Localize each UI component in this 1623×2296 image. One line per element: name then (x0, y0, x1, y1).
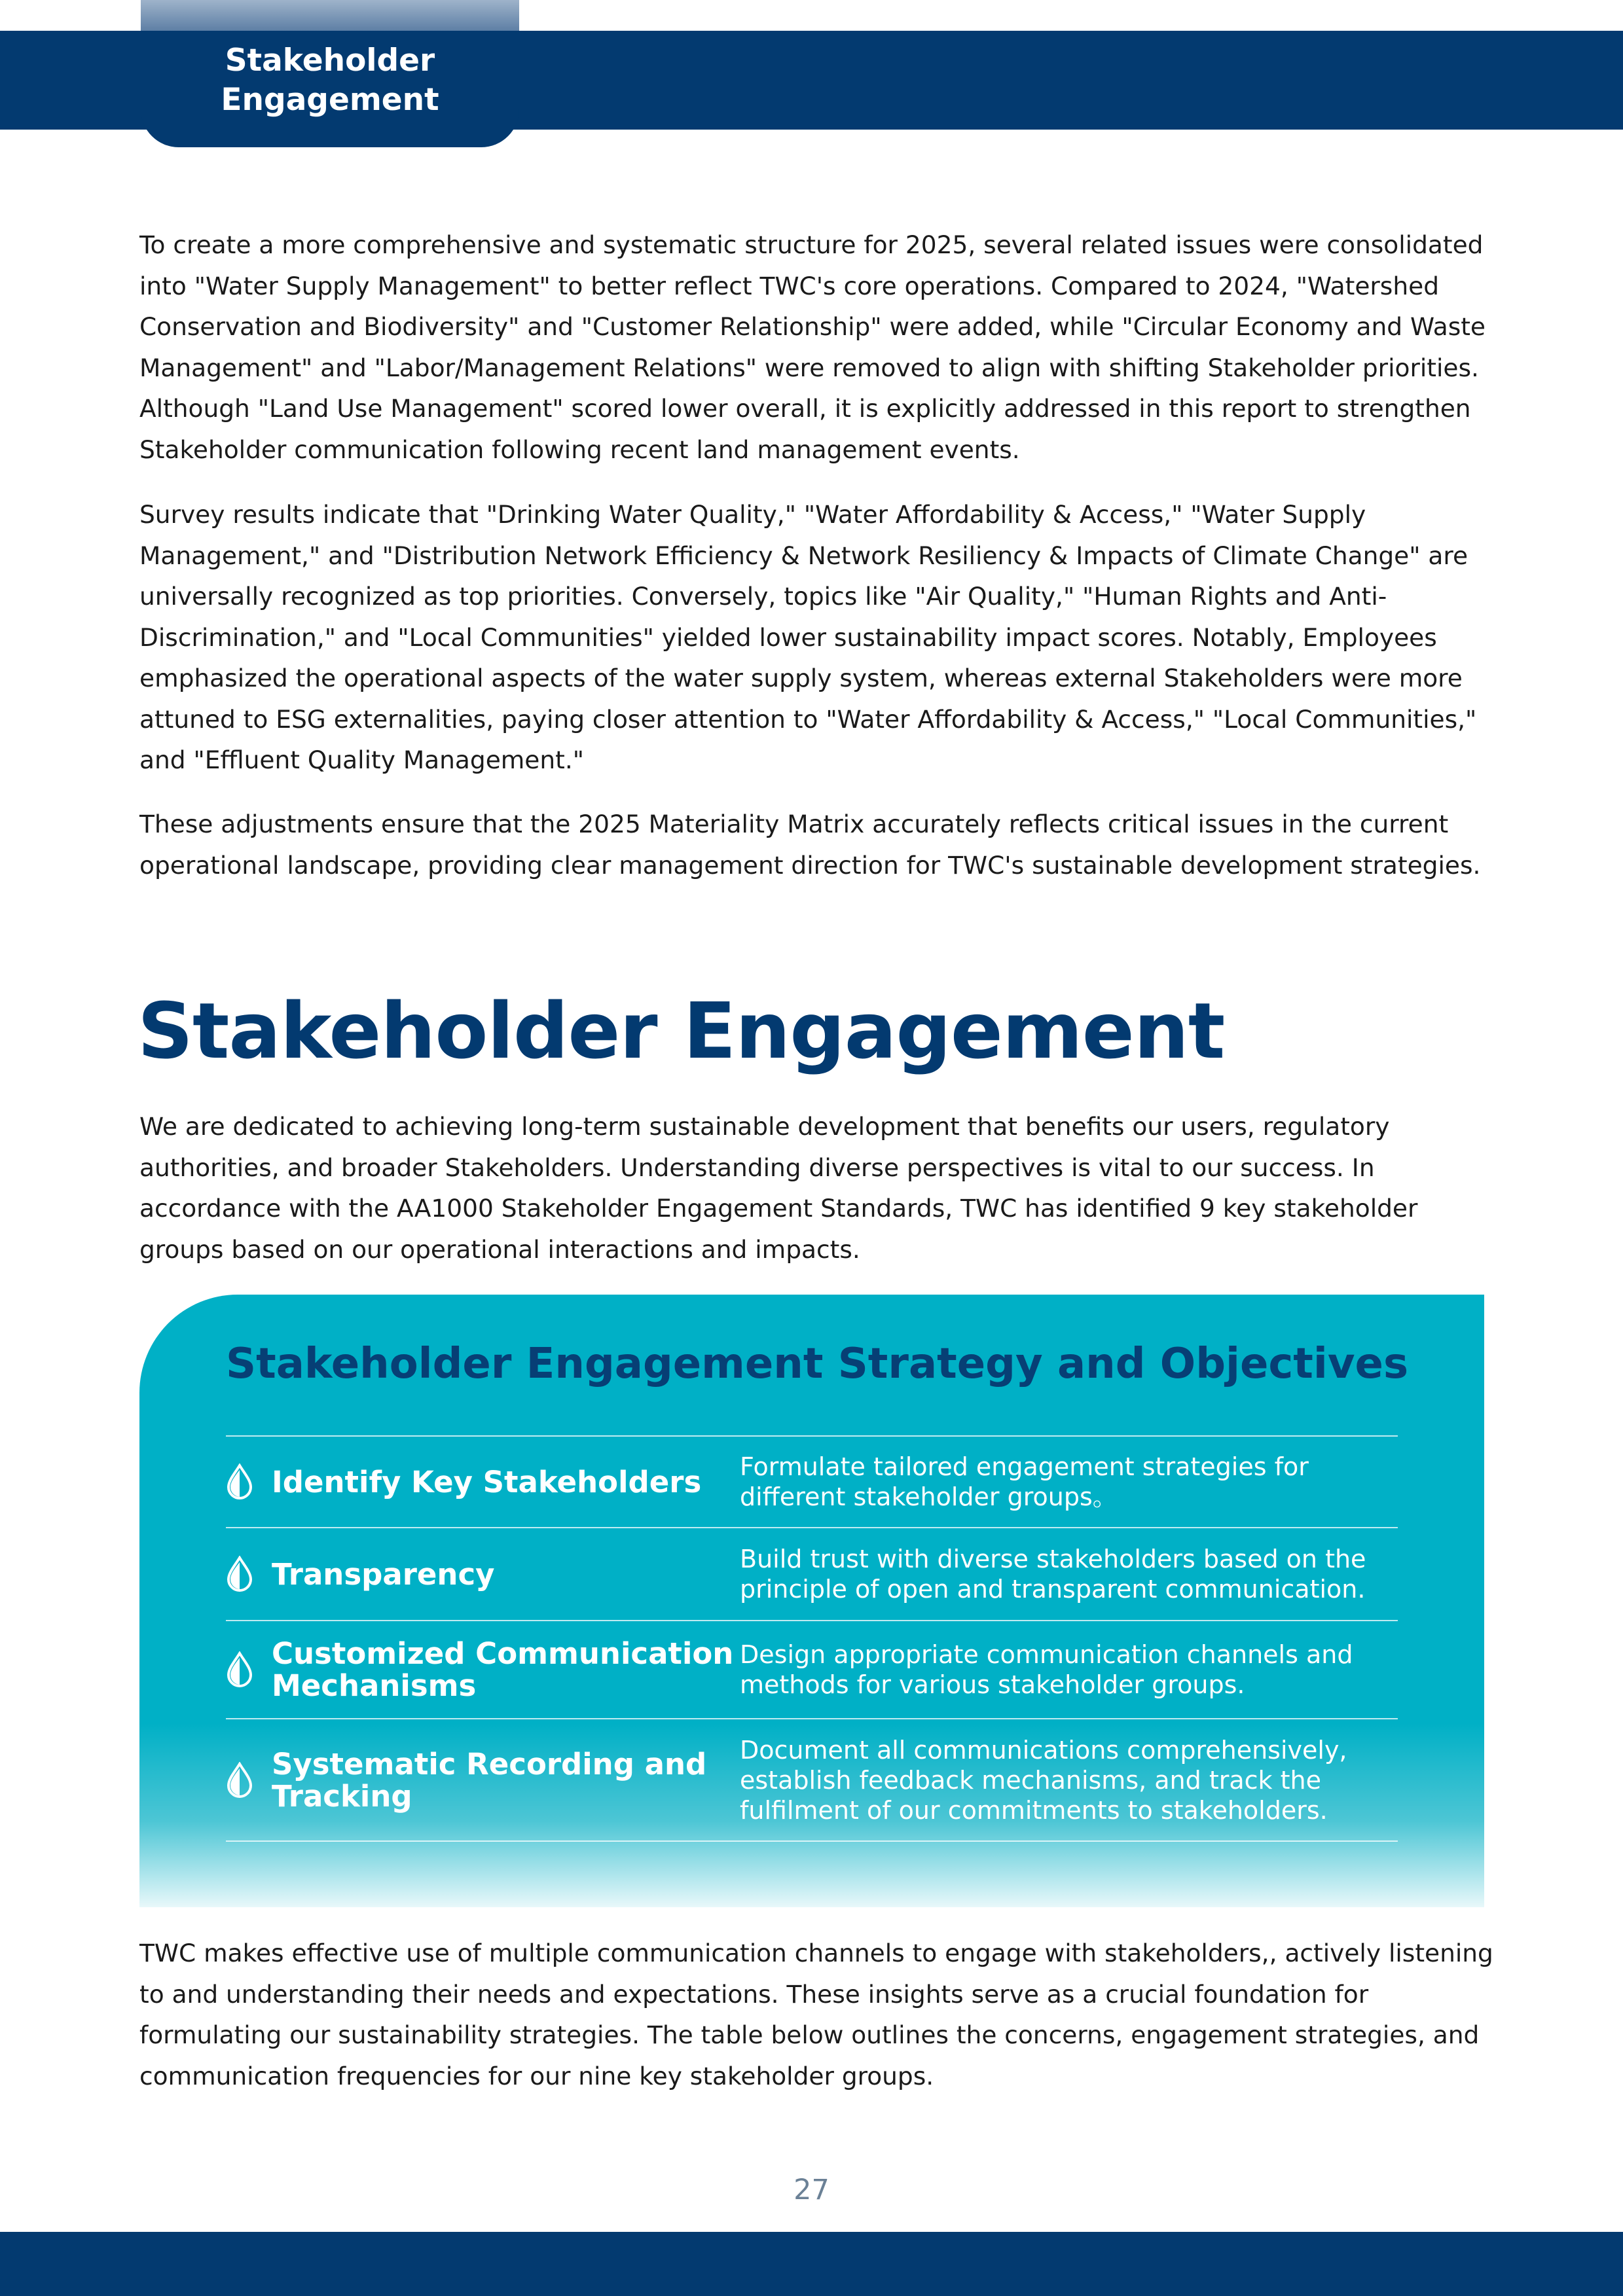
section-tab-label: Stakeholder Engagement (221, 43, 439, 118)
strategy-row-description: Document all communications comprehensively, establish feedback mechanisms, and track the fulfilment of our commitments to stakeholders. (740, 1735, 1347, 1825)
body-paragraph: To create a more comprehensive and systematic structure for 2025, several related issues were consolidated into "Water Supply Management" to better reflect TWC's core operations. Compared to 2024, "Watershed Conservation and Biodiversity" and "Customer Relationship" were added, while "Circular Economy and Waste Management" and "Labor/Management Relations" were removed to align with shifting Stakeholder priorities. Although "Land Use Management" scored lower overall, it is explicitly addressed in this report to strengthen Stakeholder communication following recent land management events. (139, 230, 1486, 464)
footer-band (0, 2232, 1623, 2296)
strategy-row-head (226, 1638, 740, 1702)
water-drop-icon (226, 1463, 253, 1500)
strategy-row-title: Systematic Recording and Tracking (272, 1746, 707, 1814)
section-tab (141, 31, 519, 147)
strategy-row-description: Design appropriate communication channels and methods for various stakeholder groups. (740, 1640, 1353, 1699)
strategy-row (226, 1528, 1398, 1621)
strategy-list (226, 1435, 1398, 1842)
strategy-panel-title: Stakeholder Engagement Strategy and Objectives (226, 1340, 1409, 1388)
strategy-row-head (226, 1463, 740, 1500)
body-paragraph: Survey results indicate that "Drinking Water Quality," "Water Affordability & Access," "Water Supply Management," and "Distribution Network Efficiency & Network Resiliency & Impacts of Climate Change" are universally recognized as top priorities. Conversely, topics like "Air Quality," "Human Rights and Anti-Discrimination," and "Local Communities" yielded lower sustainability impact scores. Notably, Employees emphasized the operational aspects of the water supply system, whereas external Stakeholders were more attuned to ESG externalities, paying closer attention to "Water Affordability & Access," "Local Communities," and "Effluent Quality Management." (139, 500, 1477, 774)
strategy-row-description: Build trust with diverse stakeholders based on the principle of open and transparent communication. (740, 1545, 1366, 1604)
water-drop-icon (226, 1651, 253, 1688)
body-paragraph: These adjustments ensure that the 2025 Materiality Matrix accurately reflects critical issues in the current operational landscape, providing clear management direction for TWC's sustainable development strategies. (139, 810, 1481, 880)
closing-paragraph: TWC makes effective use of multiple communication channels to engage with stakeholders,, actively listening to and understanding their needs and expectations. These insights serve as a crucial foundation for formulating our sustainability strategies. The table below outlines the concerns, engagement strategies, and communication frequencies for our nine key stakeholder groups. (139, 1939, 1493, 2090)
strategy-row-description: Formulate tailored engagement strategies for different stakeholder groups。 (740, 1452, 1309, 1511)
section-heading: Stakeholder Engagement (137, 986, 1225, 1076)
water-drop-icon (226, 1556, 253, 1592)
water-drop-icon (226, 1762, 253, 1799)
strategy-row-title: Customized Communication Mechanisms (272, 1636, 734, 1703)
strategy-panel (139, 1295, 1484, 1907)
intro-paragraph: We are dedicated to achieving long-term sustainable development that benefits our users, regulatory authorities, and broader Stakeholders. Understanding diverse perspectives is vital to our success. In accordance with the AA1000 Stakeholder Engagement Standards, TWC has identified 9 key stakeholder groups based on our operational interactions and impacts. (139, 1112, 1418, 1264)
header-tab-shadow (141, 0, 519, 31)
strategy-row-title: Transparency (272, 1556, 495, 1592)
strategy-row (226, 1621, 1398, 1719)
strategy-row (226, 1437, 1398, 1528)
strategy-row (226, 1719, 1398, 1842)
strategy-row-title: Identify Key Stakeholders (272, 1464, 702, 1499)
strategy-row-head (226, 1556, 740, 1592)
strategy-row-head (226, 1748, 740, 1812)
page-number: 27 (793, 2174, 830, 2206)
